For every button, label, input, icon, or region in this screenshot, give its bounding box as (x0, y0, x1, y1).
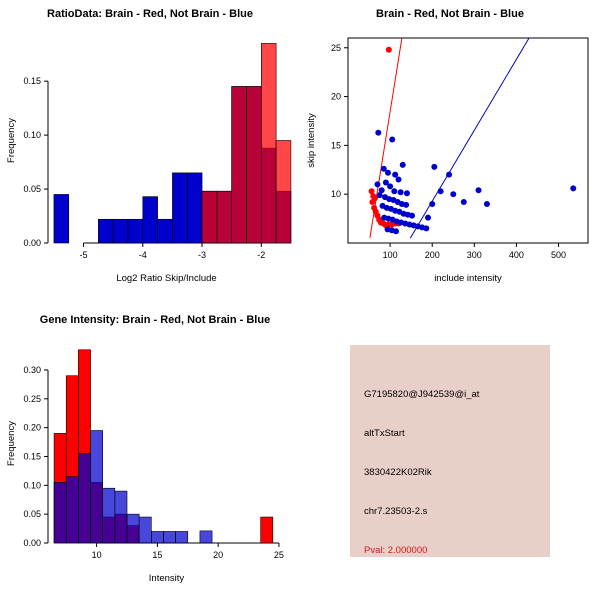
x-tick-label: 10 (91, 550, 102, 560)
x-tick-label: 100 (382, 250, 398, 260)
scatter-point (392, 172, 398, 178)
scatter-point (461, 199, 467, 205)
y-tick-label: 0.00 (23, 238, 41, 248)
hist-bar (139, 517, 151, 543)
x-tick-label: -2 (257, 250, 266, 260)
y-tick-label: 0.05 (23, 509, 41, 520)
hist-bar (78, 454, 90, 543)
y-tick-label: 0.30 (23, 364, 41, 375)
x-tick-label: 25 (273, 550, 284, 560)
x-tick-label: 200 (424, 250, 440, 260)
hist-bar (91, 431, 103, 543)
hist-bar (54, 482, 66, 543)
hist-bar (163, 531, 175, 543)
hist-bar (246, 87, 261, 243)
scatter-plot (300, 0, 600, 300)
scatter-point (385, 170, 391, 176)
y-tick-label: 25 (330, 42, 341, 53)
info-line-gene: 3830422K02Rik (364, 467, 432, 478)
scatter-point (409, 213, 415, 219)
info-line-pval: Pval: 2.000000 (364, 545, 428, 556)
info-line-locus: chr7.23503-2.s (364, 506, 428, 517)
y-tick-label: 20 (330, 91, 341, 102)
hist-bar (103, 488, 115, 543)
x-tick-label: -4 (138, 250, 147, 260)
x-tick-label: 20 (213, 550, 224, 560)
y-tick-label: 0.25 (23, 393, 41, 404)
panel-info (300, 300, 600, 600)
x-tick-label: -5 (79, 250, 88, 260)
scatter-point (393, 228, 399, 234)
scatter-point (438, 188, 444, 194)
scatter-point (391, 188, 397, 194)
hist-bar (143, 197, 158, 243)
scatter-point (423, 225, 429, 231)
hist-bar (276, 141, 291, 244)
x-tick-label: 300 (466, 250, 482, 260)
hist-bar (127, 514, 139, 543)
hist-bar (176, 531, 188, 543)
hist-bar (115, 491, 127, 543)
hist-bar (98, 219, 113, 243)
scatter-point (369, 188, 375, 194)
y-tick-label: 0.10 (23, 480, 41, 491)
hist-bar (54, 194, 69, 243)
scatter-point (387, 183, 393, 189)
y-tick-label: 0.15 (23, 451, 41, 462)
x-tick-label: 500 (551, 250, 567, 260)
panel-hist-intensity (0, 300, 300, 600)
hist-bar (158, 219, 173, 243)
hist-bar (261, 43, 276, 243)
scatter-point (375, 130, 381, 136)
hist-bar (128, 219, 143, 243)
y-tick-label: 15 (330, 140, 341, 151)
scatter-point (386, 47, 392, 53)
info-line-probe: G7195820@J942539@i_at (364, 389, 480, 400)
scatter-point (476, 187, 482, 193)
scatter-data (369, 38, 577, 238)
y-axis-label: skip intensity (306, 113, 317, 168)
scatter-point (450, 191, 456, 197)
hist-ratio-title: RatioData: Brain - Red, Not Brain - Blue (47, 8, 253, 20)
y-tick-label: 0.10 (23, 130, 41, 141)
info-line-event: altTxStart (364, 428, 405, 439)
hist-intensity-title: Gene Intensity: Brain - Red, Not Brain - Blue (39, 314, 271, 326)
hist-bar (172, 173, 187, 243)
panel-scatter (300, 0, 600, 300)
scatter-point (398, 189, 404, 195)
scatter-point (431, 164, 437, 170)
hist-intensity-plot (0, 300, 300, 600)
y-axis-label: Frequency (6, 118, 17, 163)
info-box (350, 345, 550, 557)
hist-bar (261, 517, 273, 543)
hist-bar (113, 219, 128, 243)
scatter-point (396, 177, 402, 183)
scatter-point (377, 192, 383, 198)
y-tick-label: 0.00 (23, 538, 41, 548)
hist-bar (187, 173, 202, 243)
hist-bar (151, 531, 163, 543)
hist-ratio-plot (0, 0, 300, 300)
blue-line (410, 38, 529, 238)
panel-hist-ratio (0, 0, 300, 300)
scatter-point (570, 185, 576, 191)
scatter-point (425, 215, 431, 221)
scatter-point (446, 172, 452, 178)
scatter-point (389, 137, 395, 143)
x-axis-label: Intensity (148, 573, 185, 584)
hist-bar (202, 191, 217, 243)
hist-bar (66, 477, 78, 543)
scatter-point (400, 162, 406, 168)
scatter-point (374, 181, 380, 187)
x-tick-label: 400 (508, 250, 524, 260)
y-tick-label: 0.15 (23, 76, 41, 87)
hist-bar (200, 531, 212, 543)
hist-bar (217, 191, 232, 243)
x-tick-label: -3 (198, 250, 207, 260)
scatter-point (429, 201, 435, 207)
y-tick-label: 10 (330, 189, 341, 200)
y-axis-label: Frequency (6, 421, 17, 466)
x-tick-label: 15 (152, 550, 163, 560)
scatter-point (403, 202, 409, 208)
scatter-point (484, 201, 490, 207)
x-axis-label: Log2 Ratio Skip/Include (116, 273, 217, 284)
scatter-point (404, 190, 410, 196)
hist-bar (232, 87, 247, 243)
scatter-title: Brain - Red, Not Brain - Blue (376, 8, 524, 20)
y-tick-label: 0.20 (23, 422, 41, 433)
x-axis-label: include intensity (434, 273, 502, 284)
y-tick-label: 0.05 (23, 184, 41, 195)
